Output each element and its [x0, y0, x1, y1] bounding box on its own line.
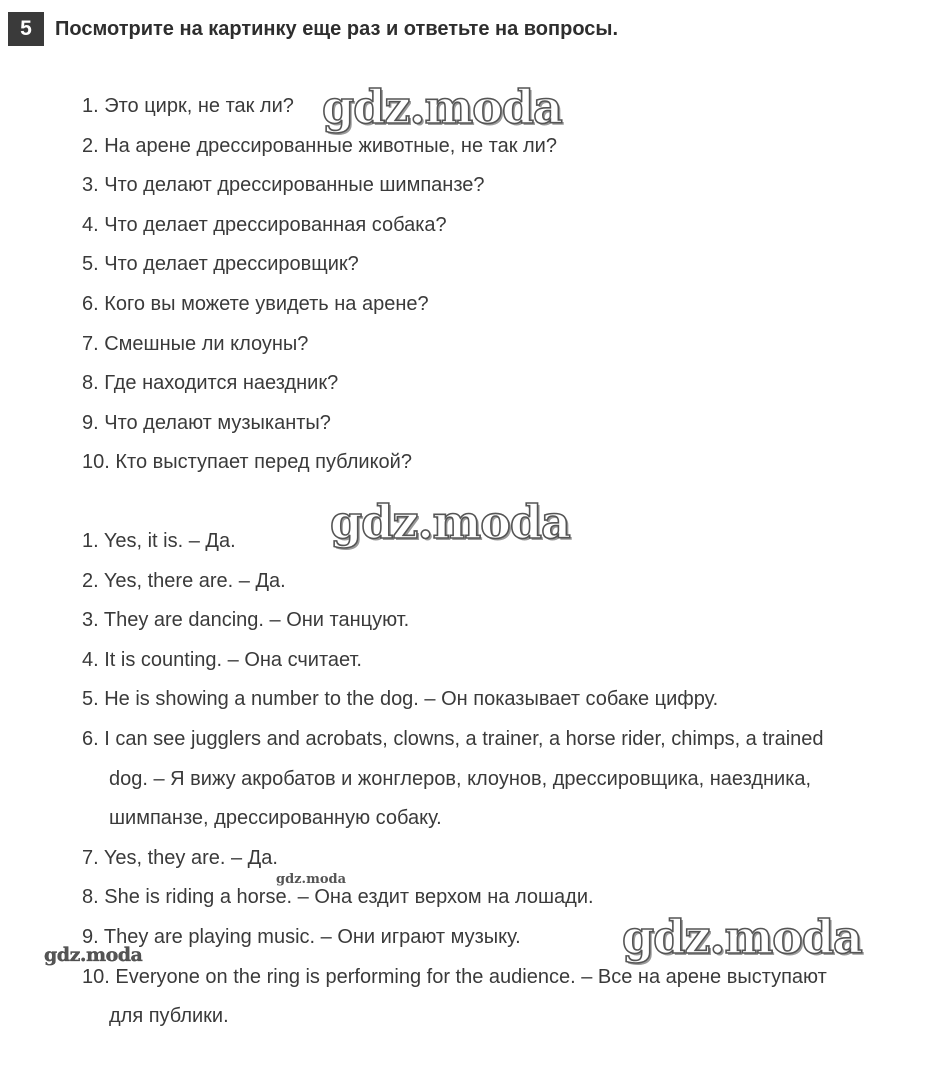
answer-line: для публики. — [109, 1005, 229, 1028]
answer-number: 6. — [82, 727, 99, 750]
question-item: 6. Кого вы можете увидеть на арене? — [82, 292, 429, 315]
answer-line: I can see jugglers and acrobats, clowns, a trainer, a horse rider, chimps, a trained — [104, 727, 824, 750]
answer-line: шимпанзе, дрессированную собаку. — [109, 807, 442, 830]
watermark-logo-medium: gdz.moda — [44, 944, 143, 966]
question-item: 7. Смешные ли клоуны? — [82, 332, 309, 355]
question-item: 4. Что делает дрессированная собака? — [82, 213, 447, 236]
answer-line: Everyone on the ring is performing for the audience. – Все на арене выступают — [115, 965, 827, 988]
watermark-logo: gdz.moda — [622, 910, 862, 964]
question-item: 5. Что делает дрессировщик? — [82, 253, 359, 276]
question-item: 8. Где находится наездник? — [82, 372, 339, 395]
question-item: 1. Это цирк, не так ли? — [82, 95, 294, 117]
answer-item: 2. Yes, there are. – Да. — [82, 569, 286, 592]
answer-item: 5. He is showing a number to the dog. – Он показывает собаке цифру. — [82, 688, 719, 711]
answer-item: 8. She is riding a horse. – Она ездит верхом на лошади. — [82, 886, 594, 909]
question-item: 2. На арене дрессированные животные, не так ли? — [82, 134, 557, 157]
answer-item: 7. Yes, they are. – Да. — [82, 846, 278, 869]
question-item: 10. Кто выступает перед публикой? — [82, 451, 412, 474]
answer-item: 3. They are dancing. – Они танцуют. — [82, 609, 410, 632]
question-item: 9. Что делают музыканты? — [82, 411, 331, 434]
answer-item-multiline — [82, 720, 924, 839]
question-item: 3. Что делают дрессированные шимпанзе? — [82, 174, 485, 197]
answer-item-multiline — [82, 958, 924, 1037]
answer-item: 9. They are playing music. – Они играют музыку. — [82, 925, 521, 948]
answer-number: 10. — [82, 965, 110, 988]
answer-line: dog. – Я вижу акробатов и жонглеров, клоунов, дрессировщика, наездника, — [109, 767, 812, 790]
questions-list — [82, 87, 557, 483]
task-number-badge: 5 — [8, 12, 44, 46]
watermark-logo: gdz.moda — [322, 80, 562, 134]
answer-item: 4. It is counting. – Она считает. — [82, 648, 362, 671]
task-header — [8, 12, 618, 46]
watermark-logo-small: gdz.moda — [276, 872, 347, 887]
answer-item: 1. Yes, it is. – Да. — [82, 530, 236, 552]
task-instruction: Посмотрите на картинку еще раз и ответьте на вопросы. — [55, 17, 619, 40]
watermark-logo: gdz.moda — [330, 495, 570, 549]
